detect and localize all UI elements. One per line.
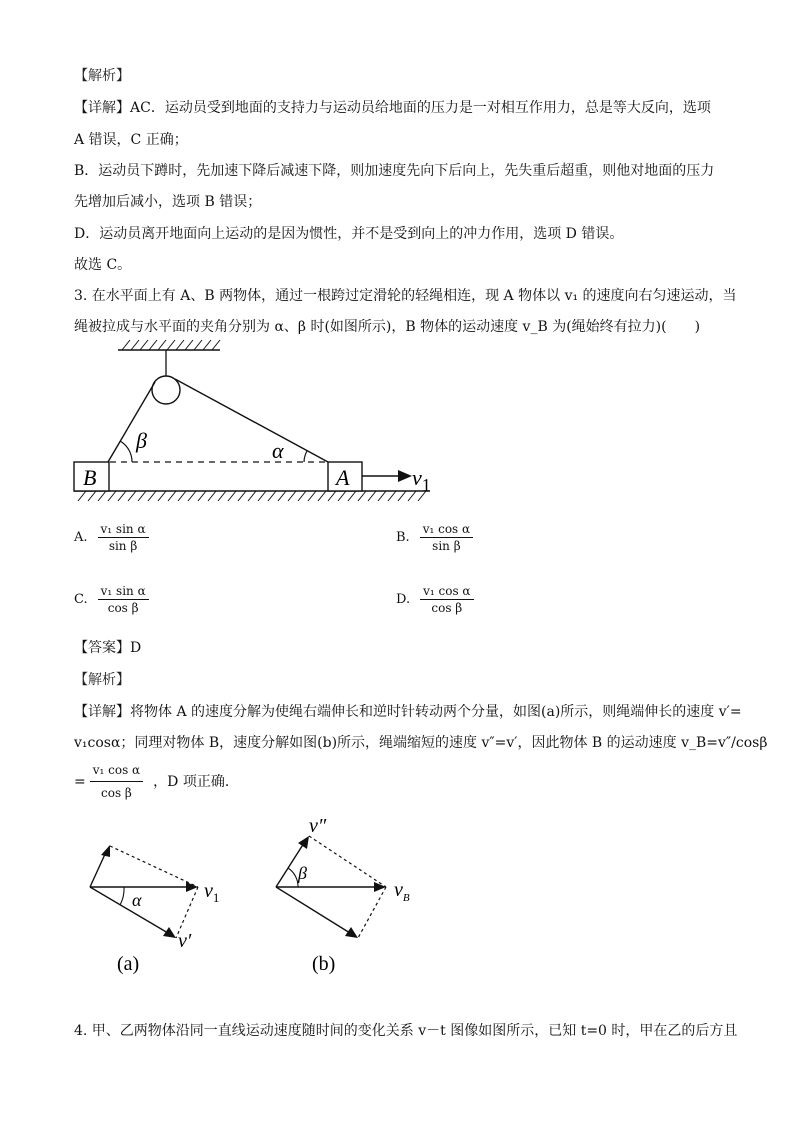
detail-q3-line-1: 【详解】将物体 A 的速度分解为使绳右端伸长和逆时针转动两个分量，如图(a)所示，则绳端伸长的速度 v′= <box>74 704 742 720</box>
detail-line-3: B．运动员下蹲时，先加速下降后减速下降，则加速度先向下后向上，先失重后超重，则他对地面的压力 <box>74 163 715 179</box>
vector-diagram-b <box>265 812 425 977</box>
option-c[interactable]: C. $\frac{\text{v₁ sin α}}{\text{cos β}}$ <box>74 584 149 615</box>
block-a-label: A <box>336 465 350 490</box>
question-4-line: 4. 甲、乙两物体沿同一直线运动速度随时间的变化关系 v－t 图像如图所示，已知 t=0 时，甲在乙的后方且 <box>74 1023 738 1039</box>
block-b-label: B <box>83 465 97 490</box>
caption-b: (b) <box>312 953 336 975</box>
question-3-line-2: 绳被拉成与水平面的夹角分别为 α、β 时(如图所示)，B 物体的运动速度 v_B 为(绳始终有拉力)( ) <box>74 319 701 335</box>
vector-diagram-a <box>80 830 250 980</box>
beta-label: β <box>136 428 147 453</box>
vprime-label: v′ <box>178 930 192 952</box>
analysis-header-2: 【解析】 <box>74 672 130 688</box>
vdoubleprime-label: v″ <box>309 815 327 837</box>
pulley-diagram <box>60 334 460 509</box>
detail-q3-line-3: = $\frac{\text{v₁ cos α}}{\text{cos β}}$ ，D 项正确． <box>74 760 239 803</box>
conclusion-line: 故选 C。 <box>74 257 132 273</box>
result-fraction: $\frac{\text{v₁ cos α}}{\text{cos β}}$ <box>90 760 143 803</box>
detail-q3-line-2: v₁cosα；同理对物体 B，速度分解如图(b)所示，绳端缩短的速度 v″=v′，因此物体 B 的运动速度 v_B=v″/cosβ <box>74 735 768 751</box>
detail-line-4: 先增加后减小，选项 B 错误； <box>74 194 262 210</box>
detail-line-5: D．运动员离开地面向上运动的是因为惯性，并不是受到向上的冲力作用，选项 D 错误。 <box>74 226 624 242</box>
alpha-label: α <box>272 438 284 463</box>
v1-label: $v_1$ <box>412 465 431 495</box>
beta-label-b: β <box>298 863 307 883</box>
alpha-label-a: α <box>132 890 142 910</box>
vb-label: $v_B$ <box>394 879 410 904</box>
question-3-line-1: 3. 在水平面上有 A、B 两物体，通过一根跨过定滑轮的轻绳相连，现 A 物体以 v₁ 的速度向右匀速运动，当 <box>74 288 737 304</box>
v1-label-a: $v_1$ <box>204 880 220 905</box>
detail-line-1: 【详解】AC．运动员受到地面的支持力与运动员给地面的压力是一对相互作用力，总是等大反向，选项 <box>74 100 711 116</box>
analysis-header: 【解析】 <box>74 68 130 84</box>
detail-line-2: A 错误，C 正确； <box>74 132 188 148</box>
option-d[interactable]: D. $\frac{\text{v₁ cos α}}{\text{cos β}}$ <box>396 584 474 615</box>
option-b[interactable]: B. $\frac{\text{v₁ cos α}}{\text{sin β}}$ <box>396 522 473 553</box>
caption-a: (a) <box>117 953 140 975</box>
option-a[interactable]: A. $\frac{\text{v₁ sin α}}{\text{sin β}}$ <box>74 522 149 553</box>
answer-line: 【答案】D <box>74 640 142 656</box>
